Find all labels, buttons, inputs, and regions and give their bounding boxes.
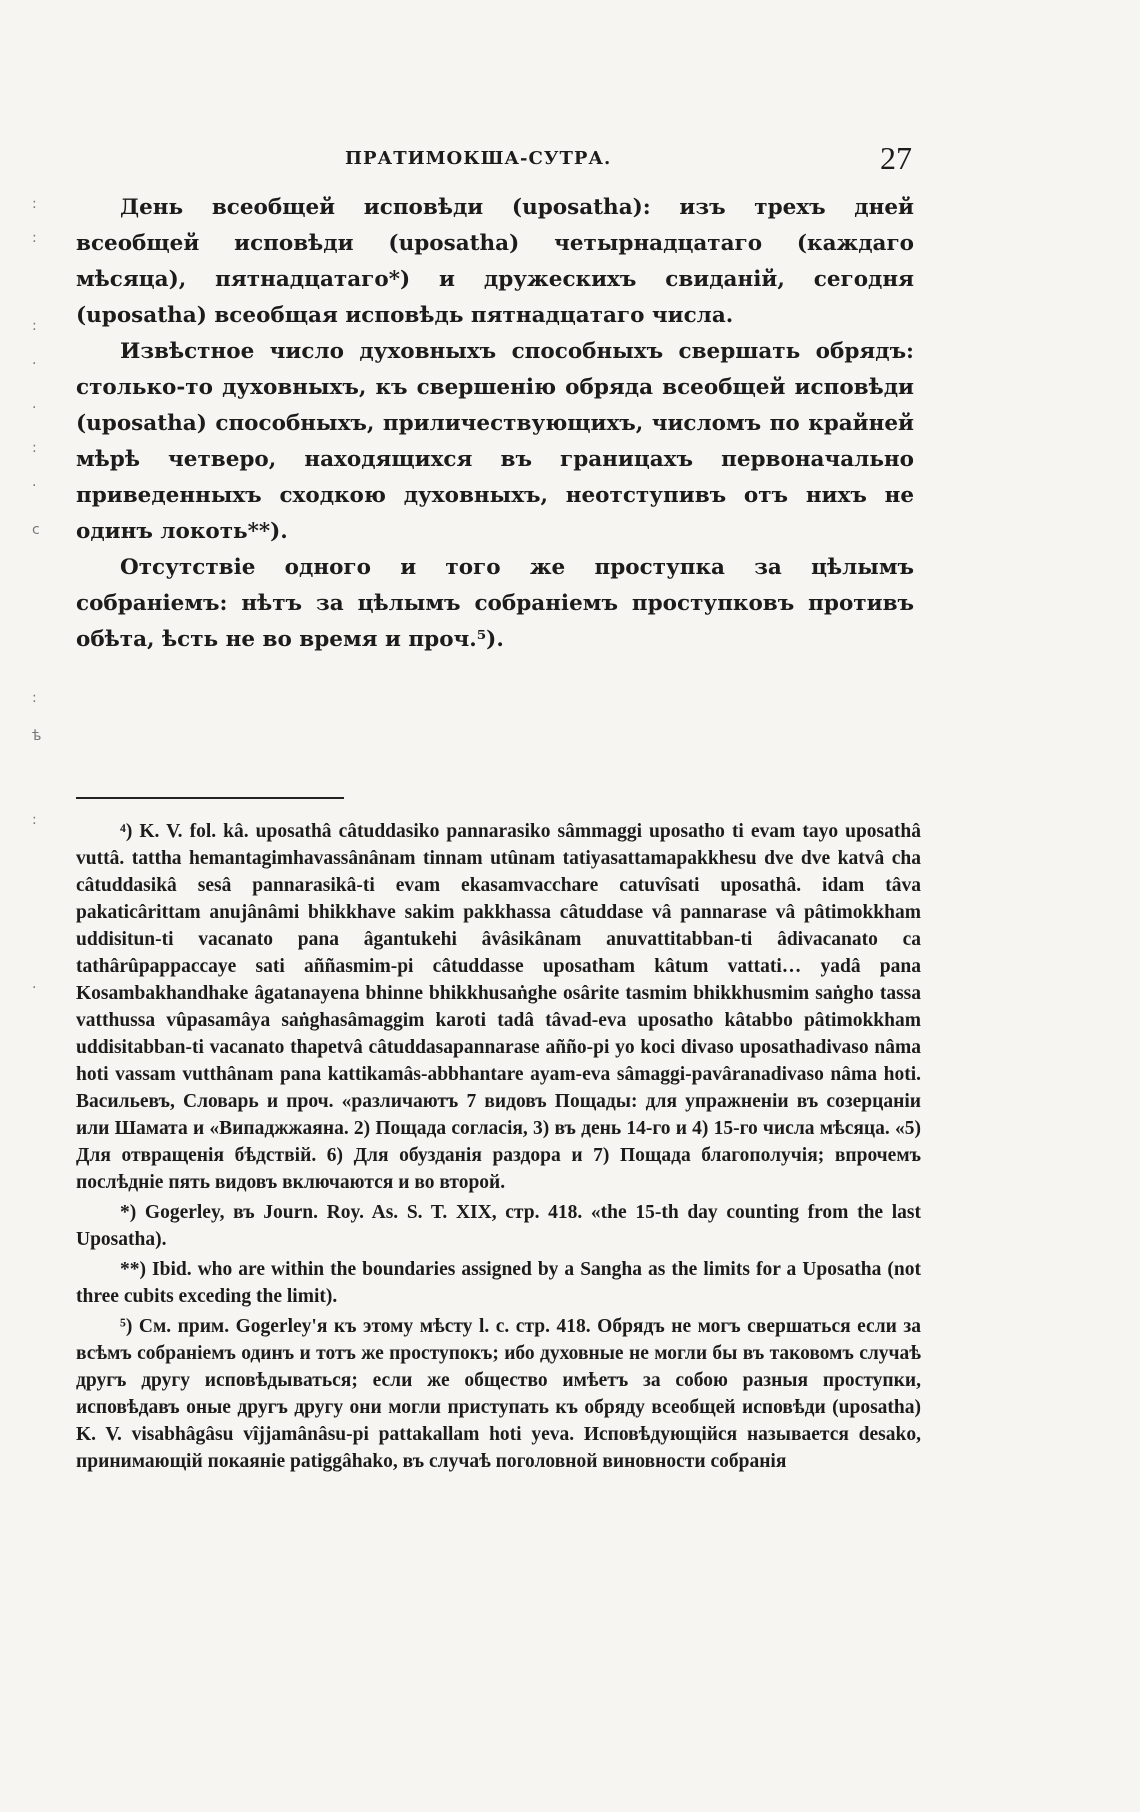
margin-mark: : bbox=[32, 230, 37, 246]
footnote: *) Gogerley, въ Journ. Roy. As. S. T. XIX, стр. 418. «the 15-th day counting from the last Uposatha). bbox=[76, 1202, 921, 1250]
margin-mark: c bbox=[32, 522, 40, 538]
margin-mark: · bbox=[32, 980, 37, 996]
footnote: **) Ibid. who are within the boundaries assigned by a Sangha as the limits for a Uposatha (not three cubits exceding the limit). bbox=[76, 1259, 921, 1307]
footnotes bbox=[76, 818, 921, 1475]
paragraph: День всеобщей исповѣди (uposatha): изъ трехъ дней всеобщей исповѣди (uposatha) четырнадцатаго (каждаго мѣсяца), пятнадцатаго*) и дружескихъ свиданій, сегодня (uposatha) всеобщая исповѣдь пятнадцатаго числа. bbox=[76, 195, 914, 328]
margin-mark: : bbox=[32, 318, 37, 334]
main-text bbox=[76, 190, 914, 658]
margin-mark: · bbox=[32, 400, 37, 416]
margin-mark: : bbox=[32, 812, 37, 828]
running-title: ПРАТИМОКША-СУТРА. bbox=[345, 148, 612, 169]
margin-mark: : bbox=[32, 196, 37, 212]
footnote-separator bbox=[76, 797, 344, 799]
margin-mark: ѣ bbox=[32, 728, 42, 744]
margin-mark: : bbox=[32, 690, 37, 706]
margin-mark: · bbox=[32, 356, 37, 372]
paragraph: Извѣстное число духовныхъ способныхъ свершать обрядъ: столько-то духовныхъ, къ свершенію обряда всеобщей исповѣди (uposatha) способныхъ, приличествующихъ, числомъ по крайней мѣрѣ четверо, находящихся въ границахъ первоначально приведенныхъ сходкою духовныхъ, неотступивъ отъ нихъ не одинъ локоть**). bbox=[76, 339, 914, 544]
margin-specks bbox=[0, 0, 60, 1812]
paragraph: Отсутствіе одного и того же проступка за цѣлымъ собраніемъ: нѣтъ за цѣлымъ собраніемъ проступковъ противъ обѣта, ѣсть не во время и проч.⁵). bbox=[76, 555, 914, 652]
footnote: ⁴) K. V. fol. kâ. uposathâ câtuddasiko pannarasiko sâmmaggi uposatho ti evam tayo uposathâ vuttâ. tattha hemantagimhavassânânam tinnam utûnam tatiyasattamapakkhesu dve dve katvâ cha câtuddasikâ sesâ pannarasikâ-ti evam ekasamvacchare catuvîsati uposathâ. idam tâva pakaticârittam anujânâmi bhikkhave sakim pakkhassa câtuddase vâ pannarase vâ pâtimokkham uddisitun-ti vacanato pana âgantukehi âvâsikânam anuvattitabban-ti âdivacanato ca tathârûpappaccaye sati aññasmim-pi câtuddasse uposatham kâtum vattati… yadâ pana Kosambakhandhake âgatanayena bhinne bhikkhusaṅghe osârite tasmim bhikkhusmim saṅgho tassa vatthussa vûpasamâya saṅghasâmaggim karoti tadâ tâvad-eva uposatho kâtabbo pâtimokkham uddisitabban-ti vacanato thapetvâ câtuddasapannarase añño-pi yo koci divaso uposathadivaso nâma hoti vassam vutthânam pana kattikamâs-abbhantare ayam-eva sâmaggi-pavâranadivaso nâma hoti. Васильевъ, Словарь и проч. «различаютъ 7 видовъ Пощады: для упражненіи въ созерцаніи или Шамата и «Випаджжаяна. 2) Пощада согласія, 3) въ день 14-го и 4) 15-го числа мѣсяца. «5) Для отвращенія бѣдствій. 6) Для обузданія раздора и 7) Пощада благополучія; впрочемъ послѣдніе пять видовъ включаются и во второй. bbox=[76, 821, 921, 1193]
margin-mark: : bbox=[32, 440, 37, 456]
footnote: ⁵) См. прим. Gogerley'я къ этому мѣсту l. c. стр. 418. Обрядъ не могъ свершаться если за всѣмъ собраніемъ одинъ и тотъ же проступокъ; ибо духовные не могли бы въ таковомъ случаѣ другъ другу исповѣдываться; если же общество имѣетъ за собою разныя проступки, исповѣдавъ оные другъ другу они могли приступать къ обряду всеобщей исповѣди (uposatha) K. V. visabhâgâsu vîjjamânâsu-pi pattakallam hoti yeva. Исповѣдующійся называется desako, принимающій покаяніе patiggâhako, въ случаѣ поголовной виновности собранія bbox=[76, 1316, 921, 1472]
page-number: 27 bbox=[880, 140, 912, 176]
margin-mark: · bbox=[32, 478, 37, 494]
